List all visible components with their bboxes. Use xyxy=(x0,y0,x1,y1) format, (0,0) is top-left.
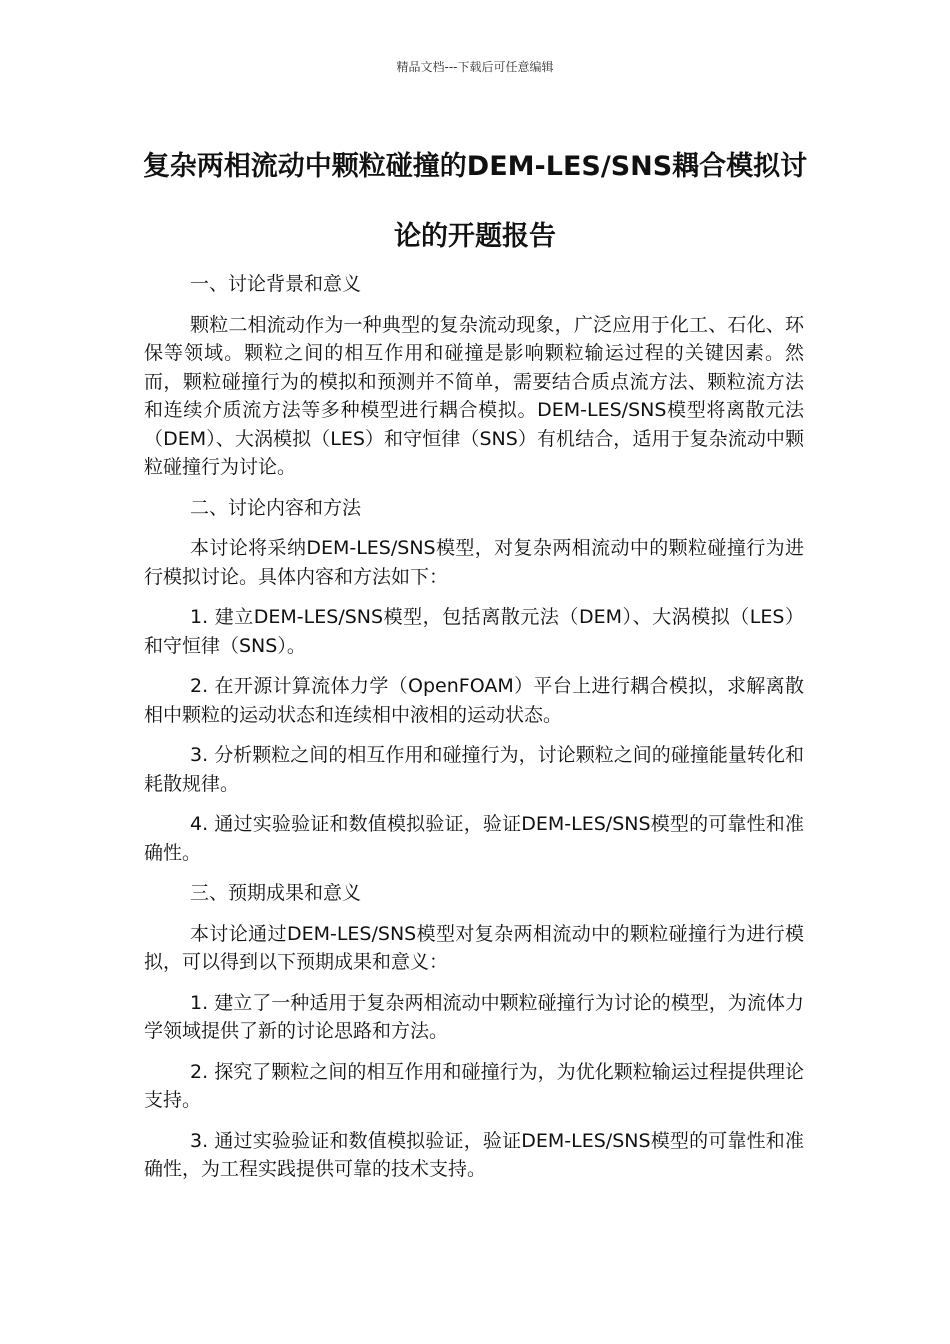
section-heading-content-method: 二、讨论内容和方法 xyxy=(190,496,362,519)
list-item-result-1: 1. 建立了一种适用于复杂两相流动中颗粒碰撞行为讨论的模型，为流体力学领域提供了新的讨论思路和方法。 xyxy=(144,991,804,1042)
list-item-method-1: 1. 建立DEM-LES/SNS模型，包括离散元法（DEM）、大涡模拟（LES）和守恒律（SNS）。 xyxy=(144,606,804,657)
document-body xyxy=(144,270,804,1196)
document-title: 复杂两相流动中颗粒碰撞的DEM-LES/SNS耦合模拟讨论的开题报告 xyxy=(142,151,808,252)
list-item-method-4: 4. 通过实验验证和数值模拟验证，验证DEM-LES/SNS模型的可靠性和准确性。 xyxy=(144,813,804,864)
section-heading-expected-results: 三、预期成果和意义 xyxy=(190,882,362,904)
paragraph-results-intro: 本讨论通过DEM-LES/SNS模型对复杂两相流动中的颗粒碰撞行为进行模拟，可以得到以下预期成果和意义： xyxy=(144,922,804,973)
list-item-result-2: 2. 探究了颗粒之间的相互作用和碰撞行为，为优化颗粒输运过程提供理论支持。 xyxy=(144,1060,804,1111)
list-item-method-2: 2. 在开源计算流体力学（OpenFOAM）平台上进行耦合模拟，求解离散相中颗粒的运动状态和连续相中液相的运动状态。 xyxy=(144,675,804,726)
list-item-result-3: 3. 通过实验验证和数值模拟验证，验证DEM-LES/SNS模型的可靠性和准确性，为工程实践提供可靠的技术支持。 xyxy=(144,1129,804,1180)
list-item-method-3: 3. 分析颗粒之间的相互作用和碰撞行为，讨论颗粒之间的碰撞能量转化和耗散规律。 xyxy=(144,744,804,795)
page-header-note: 精品文档---下载后可任意编辑 xyxy=(396,60,554,74)
section-heading-background: 一、讨论背景和意义 xyxy=(190,273,362,295)
paragraph-background: 颗粒二相流动作为一种典型的复杂流动现象，广泛应用于化工、石化、环保等领域。颗粒之间的相互作用和碰撞是影响颗粒输运过程的关键因素。然而，颗粒碰撞行为的模拟和预测并不简单，需要结合质点流方法、颗粒流方法和连续介质流方法等多种模型进行耦合模拟。DEM-LES/SNS模型将离散元法（DEM）、大涡模拟（LES）和守恒律（SNS）有机结合，适用于复杂流动中颗粒碰撞行为讨论。 xyxy=(144,313,804,478)
paragraph-content-intro: 本讨论将采纳DEM-LES/SNS模型，对复杂两相流动中的颗粒碰撞行为进行模拟讨论。具体内容和方法如下： xyxy=(144,537,804,588)
